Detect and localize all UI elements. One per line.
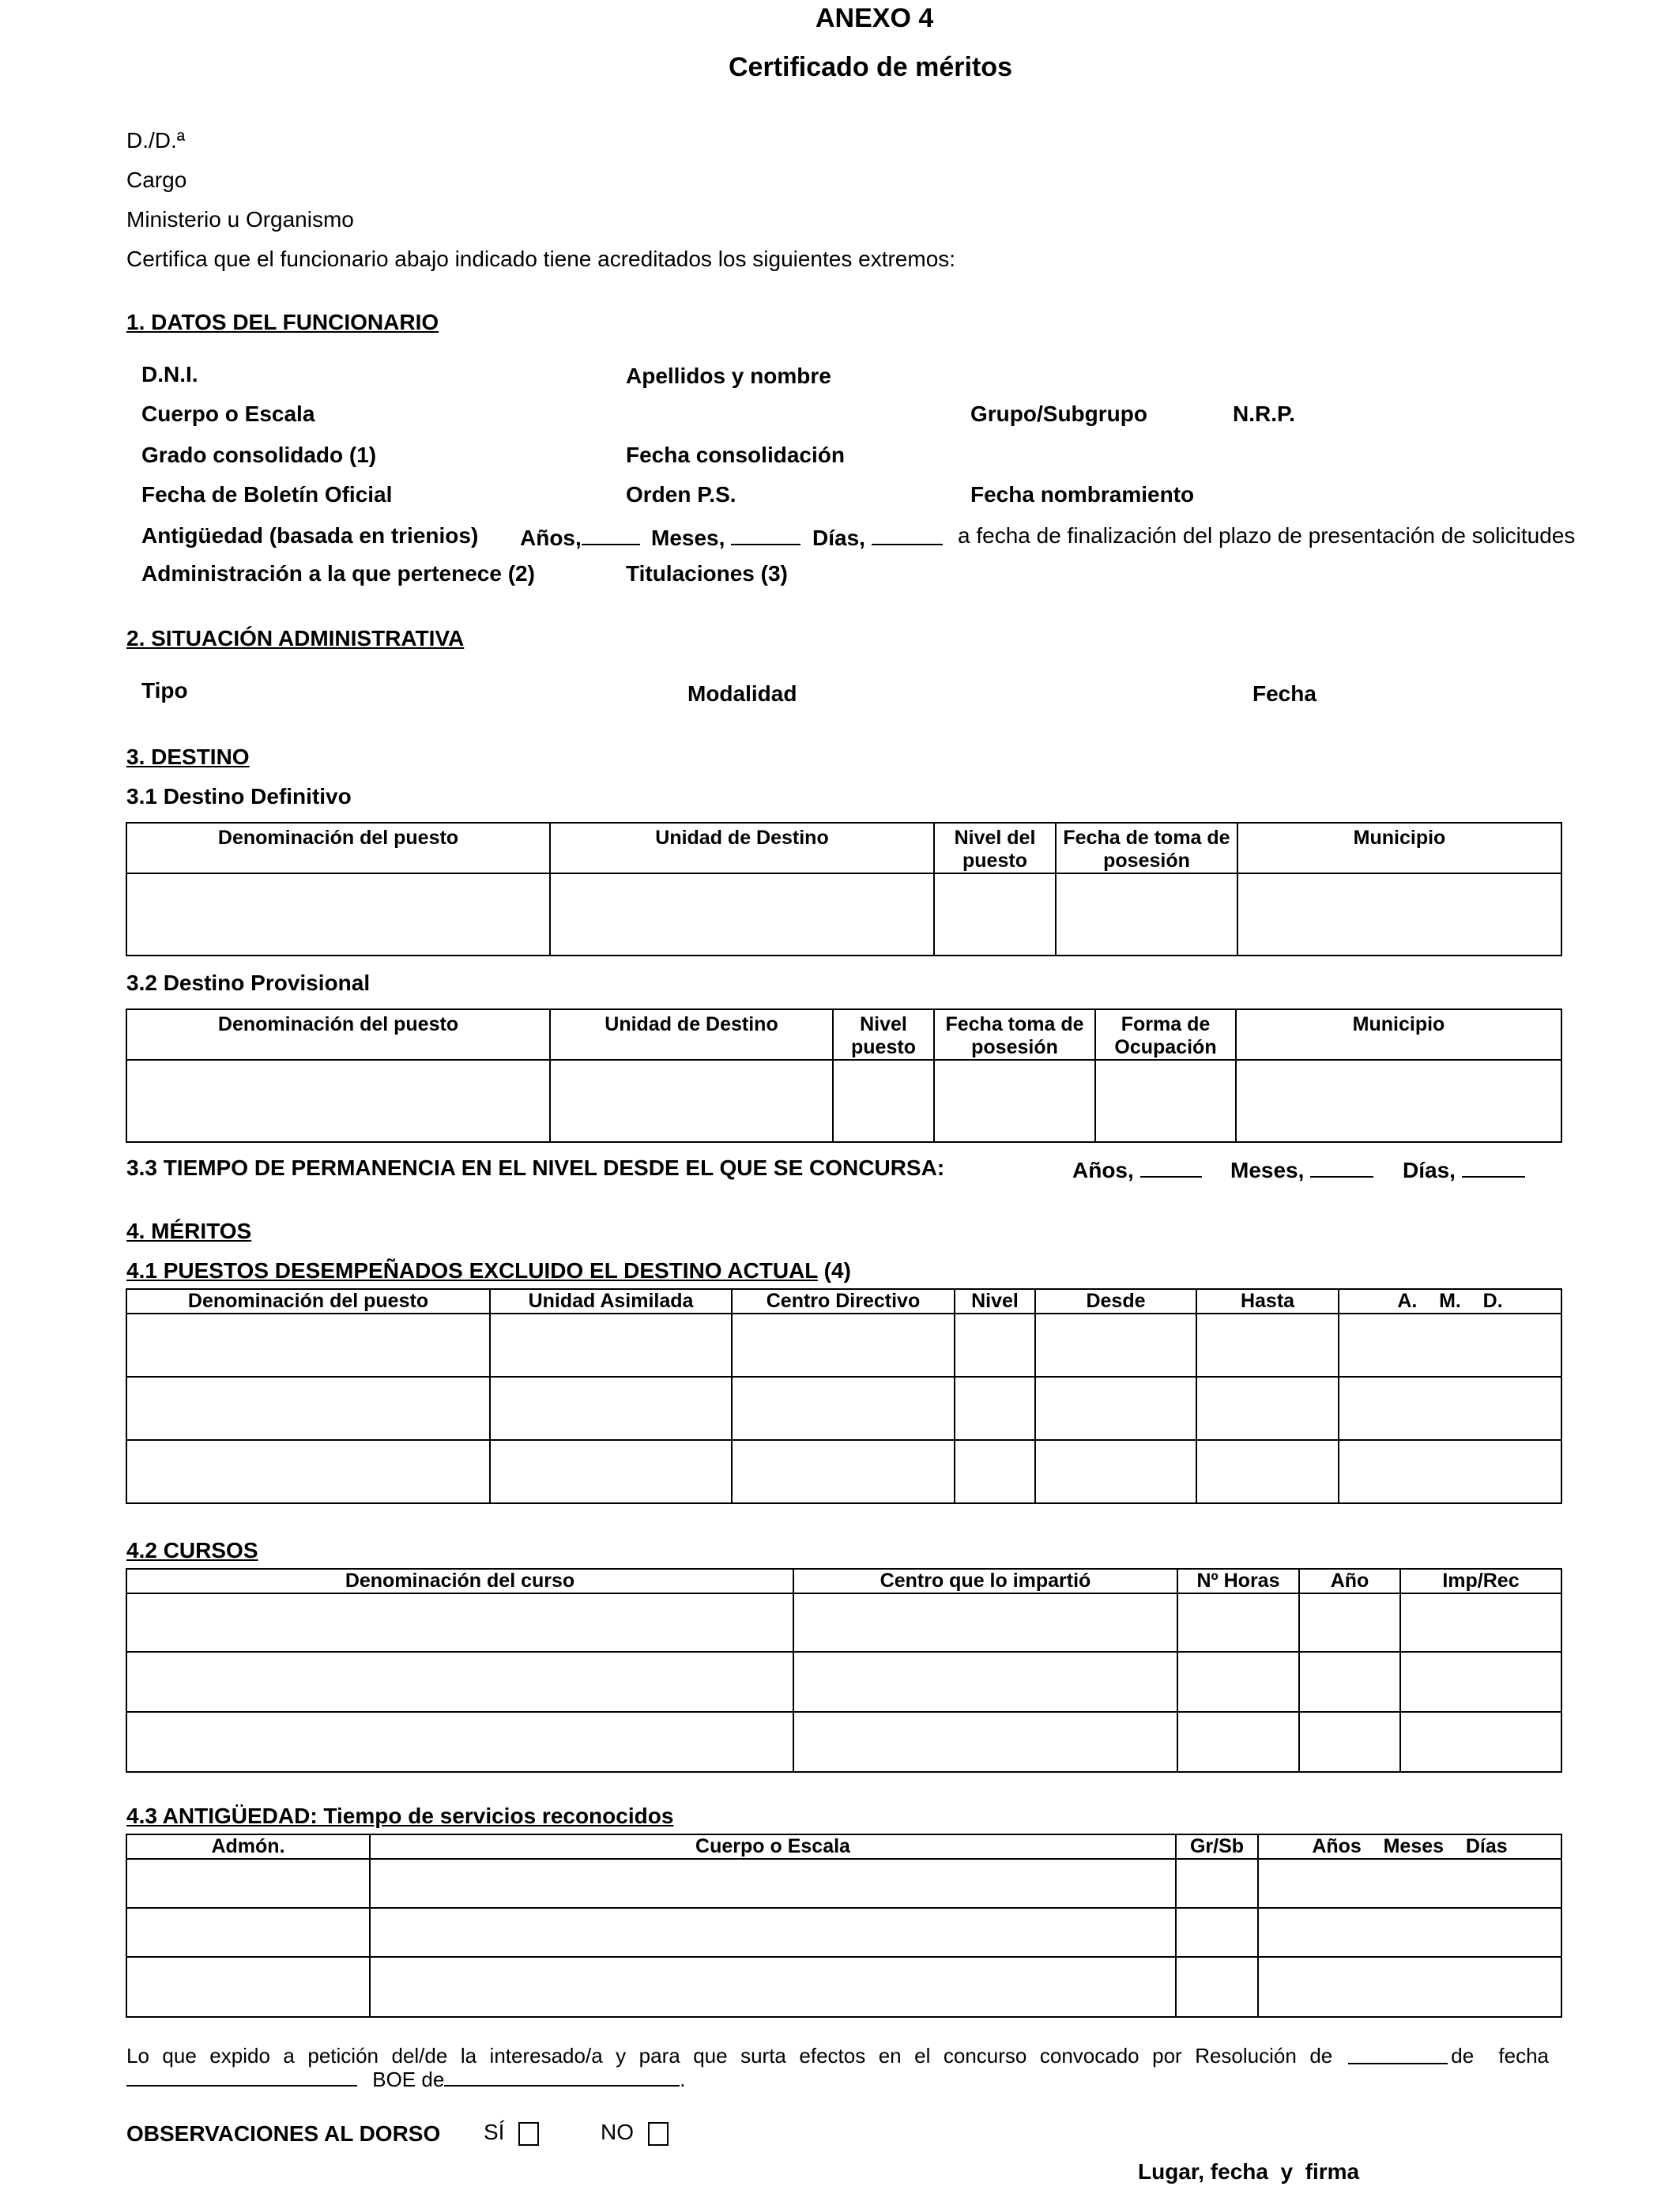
cell-input[interactable] xyxy=(1035,1377,1196,1440)
table-row xyxy=(126,1440,1561,1503)
cell-input[interactable] xyxy=(1339,1377,1561,1440)
cell-input[interactable] xyxy=(1056,873,1237,956)
field-modalidad: Modalidad xyxy=(687,681,797,706)
puestos-table xyxy=(126,1288,1562,1504)
expido-resolucion-blank[interactable] xyxy=(1348,2044,1448,2064)
permanencia-dias-label: Días, xyxy=(1403,1158,1456,1182)
permanencia-meses-blank[interactable] xyxy=(1310,1155,1373,1178)
expido-line-2 xyxy=(126,2068,686,2092)
cell-input[interactable] xyxy=(732,1377,955,1440)
cell-input[interactable] xyxy=(1400,1712,1561,1772)
col-cuerpo-escala: Cuerpo o Escala xyxy=(370,1834,1176,1859)
col-denominacion: Denominación del puesto xyxy=(126,1009,550,1060)
annex-label: ANEXO 4 xyxy=(816,3,934,33)
cell-input[interactable] xyxy=(370,1908,1176,1957)
table-row xyxy=(126,1712,1561,1772)
intro-cargo: Cargo xyxy=(126,168,187,192)
antiguedad-table xyxy=(126,1834,1562,2018)
permanencia-anos-label: Años, xyxy=(1072,1158,1134,1182)
col-forma-ocupacion: Forma de Ocupación xyxy=(1095,1009,1236,1060)
expido-end: . xyxy=(680,2068,686,2091)
destino-provisional-heading: 3.2 Destino Provisional xyxy=(126,971,371,995)
field-apellidos: Apellidos y nombre xyxy=(626,364,831,388)
cell-input[interactable] xyxy=(1400,1652,1561,1712)
permanencia-anos xyxy=(1072,1155,1202,1183)
col-denominacion: Denominación del puesto xyxy=(126,1289,490,1314)
cell-input[interactable] xyxy=(1339,1314,1561,1377)
destino-definitivo-table xyxy=(126,822,1562,956)
cell-input[interactable] xyxy=(1177,1593,1299,1652)
permanencia-dias-blank[interactable] xyxy=(1462,1155,1525,1178)
expido-de-fecha: de fecha xyxy=(1451,2044,1549,2068)
col-anos-meses-dias: Años Meses Días xyxy=(1258,1834,1561,1859)
field-tipo: Tipo xyxy=(141,678,188,703)
puestos-heading-text: 4.1 PUESTOS DESEMPEÑADOS EXCLUIDO EL DESTINO ACTUAL xyxy=(126,1258,818,1283)
permanencia-anos-blank[interactable] xyxy=(1140,1155,1202,1178)
col-fecha-toma: Fecha toma de posesión xyxy=(934,1009,1095,1060)
col-amd: A. M. D. xyxy=(1339,1289,1561,1314)
col-horas: Nº Horas xyxy=(1177,1569,1299,1593)
cell-input[interactable] xyxy=(1299,1593,1400,1652)
antiguedad-meses-label: Meses, xyxy=(651,526,725,550)
observaciones-label: OBSERVACIONES AL DORSO xyxy=(126,2121,441,2146)
section-3-heading: 3. DESTINO xyxy=(126,745,250,769)
antiguedad-meses-blank[interactable] xyxy=(731,523,800,545)
cell-input[interactable] xyxy=(126,1712,793,1772)
table-row xyxy=(126,1652,1561,1712)
col-municipio: Municipio xyxy=(1237,823,1561,873)
antiguedad-dias-blank[interactable] xyxy=(872,523,943,545)
intro-dd: D./D.ª xyxy=(126,128,186,153)
destino-definitivo-heading: 3.1 Destino Definitivo xyxy=(126,784,352,809)
field-cuerpo: Cuerpo o Escala xyxy=(141,401,315,426)
field-administracion: Administración a la que pertenece (2) xyxy=(141,561,535,586)
puestos-heading xyxy=(126,1258,851,1284)
col-unidad: Unidad de Destino xyxy=(550,1009,833,1060)
cell-input[interactable] xyxy=(1177,1652,1299,1712)
col-fecha-toma: Fecha de toma de posesión xyxy=(1056,823,1237,873)
col-desde: Desde xyxy=(1035,1289,1196,1314)
cursos-table xyxy=(126,1568,1562,1773)
field-antiguedad: Antigüedad (basada en trienios) xyxy=(141,523,479,548)
cell-input[interactable] xyxy=(793,1652,1177,1712)
cell-input[interactable] xyxy=(126,1957,370,2017)
cell-input[interactable] xyxy=(126,1440,490,1503)
col-unidad-asimilada: Unidad Asimilada xyxy=(490,1289,732,1314)
cell-input[interactable] xyxy=(1258,1957,1561,2017)
si-label: SÍ xyxy=(484,2120,505,2144)
cell-input[interactable] xyxy=(126,873,550,956)
cell-input[interactable] xyxy=(126,1652,793,1712)
cell-input[interactable] xyxy=(490,1377,732,1440)
si-checkbox[interactable] xyxy=(518,2122,539,2146)
cursos-heading: 4.2 CURSOS xyxy=(126,1538,258,1563)
cell-input[interactable] xyxy=(955,1377,1035,1440)
cell-input[interactable] xyxy=(1176,1908,1258,1957)
cell-input[interactable] xyxy=(370,1859,1176,1908)
col-hasta: Hasta xyxy=(1196,1289,1339,1314)
col-denominacion: Denominación del puesto xyxy=(126,823,550,873)
section-4-heading: 4. MÉRITOS xyxy=(126,1219,252,1243)
intro-ministerio: Ministerio u Organismo xyxy=(126,207,354,232)
col-ano: Año xyxy=(1299,1569,1400,1593)
cell-input[interactable] xyxy=(550,873,934,956)
page-title: Certificado de méritos xyxy=(729,52,1012,82)
cell-input[interactable] xyxy=(793,1593,1177,1652)
field-fecha-nombramiento: Fecha nombramiento xyxy=(970,482,1195,507)
cell-input[interactable] xyxy=(1177,1712,1299,1772)
cell-input[interactable] xyxy=(490,1440,732,1503)
table-row xyxy=(126,1908,1561,1957)
cell-input[interactable] xyxy=(1095,1060,1236,1142)
lugar-fecha-firma: Lugar, fecha y firma xyxy=(1138,2159,1360,2184)
field-fecha-consolidacion: Fecha consolidación xyxy=(626,443,845,467)
col-imp-rec: Imp/Rec xyxy=(1400,1569,1561,1593)
cell-input[interactable] xyxy=(833,1060,934,1142)
destino-provisional-table xyxy=(126,1008,1562,1143)
cell-input[interactable] xyxy=(1237,873,1561,956)
col-gr-sb: Gr/Sb xyxy=(1176,1834,1258,1859)
expido-fecha-blank[interactable] xyxy=(126,2068,357,2087)
col-admon: Admón. xyxy=(126,1834,370,1859)
cell-input[interactable] xyxy=(1196,1377,1339,1440)
field-grado: Grado consolidado (1) xyxy=(141,443,377,467)
observaciones-si xyxy=(484,2120,539,2146)
cell-input[interactable] xyxy=(732,1440,955,1503)
no-label: NO xyxy=(601,2120,634,2144)
antiguedad-anos-label: Años, xyxy=(520,526,582,550)
table-row xyxy=(126,1377,1561,1440)
expido-boe: BOE de xyxy=(372,2068,445,2091)
cell-input[interactable] xyxy=(732,1314,955,1377)
cell-input[interactable] xyxy=(955,1440,1035,1503)
intro-certifica: Certifica que el funcionario abajo indicado tiene acreditados los siguientes extremos: xyxy=(126,247,956,271)
antiguedad-anos xyxy=(520,523,640,551)
col-nivel: Nivel puesto xyxy=(833,1009,934,1060)
field-dni: D.N.I. xyxy=(141,362,198,386)
cell-input[interactable] xyxy=(1258,1908,1561,1957)
cell-input[interactable] xyxy=(550,1060,833,1142)
observaciones-no xyxy=(601,2120,669,2146)
table-row xyxy=(126,1314,1561,1377)
cell-input[interactable] xyxy=(126,1859,370,1908)
antiguedad-nota: a fecha de finalización del plazo de presentación de solicitudes xyxy=(958,523,1576,548)
cell-input[interactable] xyxy=(1035,1440,1196,1503)
cell-input[interactable] xyxy=(126,1314,490,1377)
table-row xyxy=(126,1060,1561,1142)
table-row xyxy=(126,1593,1561,1652)
field-orden: Orden P.S. xyxy=(626,482,736,507)
col-centro-directivo: Centro Directivo xyxy=(732,1289,955,1314)
cell-input[interactable] xyxy=(934,873,1056,956)
field-nrp: N.R.P. xyxy=(1233,401,1295,426)
cell-input[interactable] xyxy=(126,1377,490,1440)
cell-input[interactable] xyxy=(1339,1440,1561,1503)
cell-input[interactable] xyxy=(1299,1652,1400,1712)
cell-input[interactable] xyxy=(1176,1859,1258,1908)
permanencia-dias xyxy=(1403,1155,1525,1183)
table-row xyxy=(126,1859,1561,1908)
field-fecha-boletin: Fecha de Boletín Oficial xyxy=(141,482,393,507)
col-nivel: Nivel del puesto xyxy=(934,823,1056,873)
cell-input[interactable] xyxy=(1400,1593,1561,1652)
cell-input[interactable] xyxy=(126,1060,550,1142)
expido-boe-blank[interactable] xyxy=(444,2068,680,2087)
cell-input[interactable] xyxy=(934,1060,1095,1142)
cell-input[interactable] xyxy=(370,1957,1176,2017)
section-2-heading: 2. SITUACIÓN ADMINISTRATIVA xyxy=(126,626,465,650)
cell-input[interactable] xyxy=(793,1712,1177,1772)
table-row xyxy=(126,873,1561,956)
cell-input[interactable] xyxy=(1236,1060,1561,1142)
cell-input[interactable] xyxy=(126,1593,793,1652)
table-row xyxy=(126,1957,1561,2017)
cell-input[interactable] xyxy=(126,1908,370,1957)
col-denominacion-curso: Denominación del curso xyxy=(126,1569,793,1593)
permanencia-label: 3.3 TIEMPO DE PERMANENCIA EN EL NIVEL DESDE EL QUE SE CONCURSA: xyxy=(126,1155,945,1180)
expido-text: Lo que expido a petición del/de la interesado/a y para que surta efectos en el concurso convocado por Resolución de xyxy=(126,2044,1333,2068)
cell-input[interactable] xyxy=(490,1314,732,1377)
expido-line-1 xyxy=(126,2044,1549,2068)
cell-input[interactable] xyxy=(1196,1314,1339,1377)
antiguedad-dias xyxy=(812,523,943,551)
permanencia-meses xyxy=(1230,1155,1373,1183)
field-grupo: Grupo/Subgrupo xyxy=(970,401,1147,426)
cell-input[interactable] xyxy=(955,1314,1035,1377)
col-nivel: Nivel xyxy=(955,1289,1035,1314)
antiguedad-heading: 4.3 ANTIGÜEDAD: Tiempo de servicios reconocidos xyxy=(126,1804,674,1828)
no-checkbox[interactable] xyxy=(648,2122,669,2146)
section-1-heading: 1. DATOS DEL FUNCIONARIO xyxy=(126,310,439,334)
col-municipio: Municipio xyxy=(1236,1009,1561,1060)
cell-input[interactable] xyxy=(1035,1314,1196,1377)
antiguedad-meses xyxy=(651,523,800,551)
antiguedad-dias-label: Días, xyxy=(812,526,865,550)
cell-input[interactable] xyxy=(1176,1957,1258,2017)
col-unidad: Unidad de Destino xyxy=(550,823,934,873)
field-fecha-situacion: Fecha xyxy=(1252,681,1317,706)
cell-input[interactable] xyxy=(1196,1440,1339,1503)
puestos-heading-note: (4) xyxy=(823,1258,851,1283)
cell-input[interactable] xyxy=(1299,1712,1400,1772)
permanencia-meses-label: Meses, xyxy=(1230,1158,1305,1182)
cell-input[interactable] xyxy=(1258,1859,1561,1908)
field-titulaciones: Titulaciones (3) xyxy=(626,561,788,586)
col-centro: Centro que lo impartió xyxy=(793,1569,1177,1593)
antiguedad-anos-blank[interactable] xyxy=(582,523,640,545)
